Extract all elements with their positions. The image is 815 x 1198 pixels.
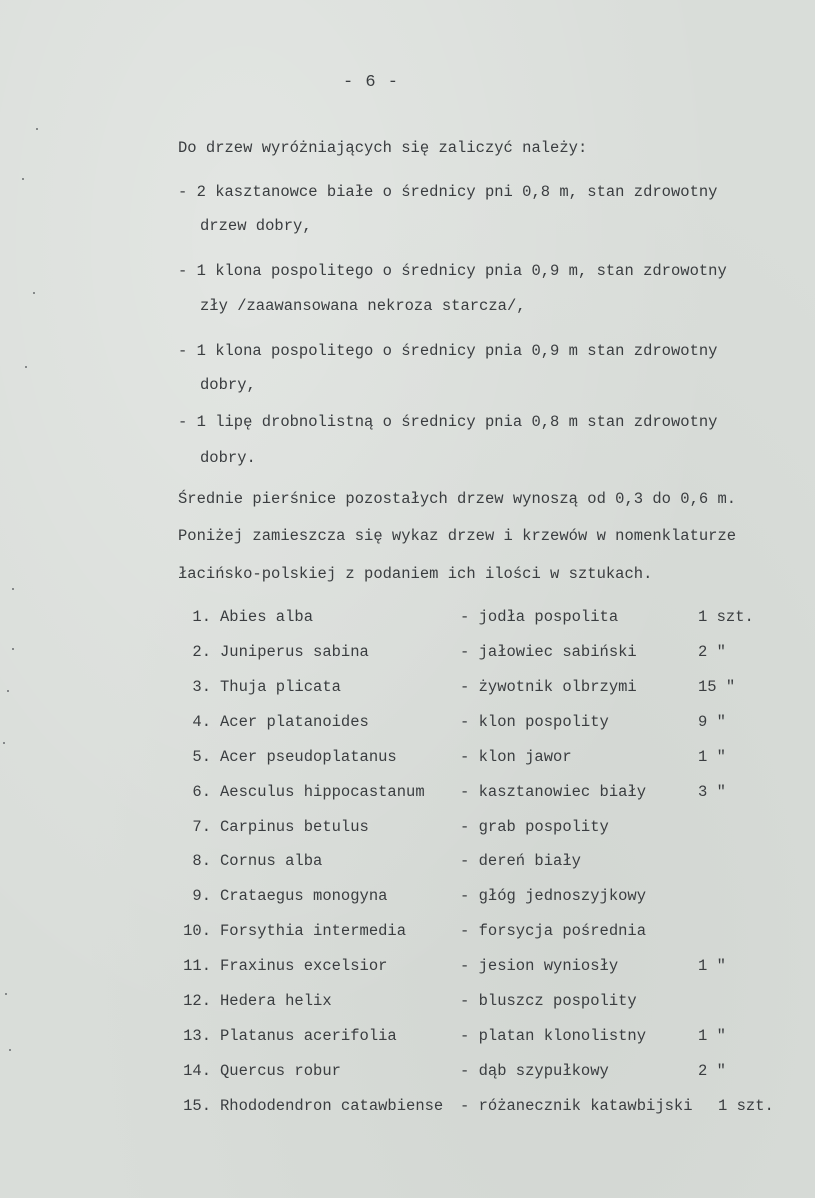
quantity: 1 " — [698, 748, 726, 766]
item-number: 12. — [183, 992, 211, 1010]
latin-name: Crataegus monogyna — [220, 887, 388, 905]
quantity: 1 szt. — [718, 1097, 774, 1115]
list-item — [178, 608, 815, 630]
page-number: - 6 - — [343, 73, 400, 92]
latin-name: Rhododendron catawbiense — [220, 1097, 444, 1115]
latin-name: Fraxinus excelsior — [220, 957, 388, 975]
item-number: 9. — [192, 887, 211, 905]
bullet-continuation: drzew dobry, — [200, 217, 312, 235]
latin-name: Cornus alba — [220, 852, 323, 870]
list-item — [178, 1027, 815, 1049]
scan-speck — [36, 128, 38, 130]
item-number: 8. — [192, 852, 211, 870]
latin-name: Forsythia intermedia — [220, 922, 407, 940]
list-item — [178, 818, 815, 840]
item-number: 4. — [192, 713, 211, 731]
bullet-continuation: dobry, — [200, 376, 256, 394]
list-item — [178, 678, 815, 700]
quantity: 1 " — [698, 1027, 726, 1045]
latin-name: Carpinus betulus — [220, 818, 369, 836]
item-number: 6. — [192, 783, 211, 801]
latin-name: Platanus acerifolia — [220, 1027, 397, 1045]
paragraph-line: łacińsko-polskiej z podaniem ich ilości w sztukach. — [178, 565, 653, 583]
item-number: 15. — [183, 1097, 211, 1115]
intro-heading: Do drzew wyróżniających się zaliczyć należy: — [178, 139, 588, 157]
polish-name: - grab pospolity — [460, 818, 609, 836]
latin-name: Juniperus sabina — [220, 643, 369, 661]
paragraph-line: Poniżej zamieszcza się wykaz drzew i krzewów w nomenklaturze — [178, 527, 737, 545]
polish-name: - jałowiec sabiński — [460, 643, 637, 661]
quantity: 3 " — [698, 783, 726, 801]
bullet-line: - 1 lipę drobnolistną o średnicy pnia 0,8 m stan zdrowotny — [178, 413, 718, 431]
polish-name: - forsycja pośrednia — [460, 922, 647, 940]
quantity: 2 " — [698, 1062, 726, 1080]
latin-name: Aesculus hippocastanum — [220, 783, 425, 801]
item-number: 14. — [183, 1062, 211, 1080]
scan-speck — [3, 742, 5, 744]
latin-name: Acer platanoides — [220, 713, 369, 731]
latin-name: Acer pseudoplatanus — [220, 748, 397, 766]
item-number: 11. — [183, 957, 211, 975]
item-number: 3. — [192, 678, 211, 696]
list-item — [178, 1097, 815, 1119]
quantity: 1 " — [698, 957, 726, 975]
polish-name: - jodła pospolita — [460, 608, 619, 626]
scan-speck — [22, 178, 24, 180]
polish-name: - klon jawor — [460, 748, 572, 766]
scan-speck — [7, 690, 9, 692]
item-number: 1. — [192, 608, 211, 626]
polish-name: - jesion wyniosły — [460, 957, 619, 975]
list-item — [178, 1062, 815, 1084]
list-item — [178, 643, 815, 665]
item-number: 13. — [183, 1027, 211, 1045]
paragraph-line: Średnie pierśnice pozostałych drzew wynoszą od 0,3 do 0,6 m. — [178, 490, 737, 508]
quantity: 15 " — [698, 678, 736, 696]
latin-name: Quercus robur — [220, 1062, 341, 1080]
polish-name: - bluszcz pospolity — [460, 992, 637, 1010]
item-number: 7. — [192, 818, 211, 836]
scan-speck — [9, 1049, 11, 1051]
scan-speck — [25, 366, 27, 368]
item-number: 5. — [192, 748, 211, 766]
scan-speck — [33, 292, 35, 294]
quantity: 2 " — [698, 643, 726, 661]
polish-name: - żywotnik olbrzymi — [460, 678, 637, 696]
latin-name: Thuja plicata — [220, 678, 341, 696]
list-item — [178, 922, 815, 944]
quantity: 1 szt. — [698, 608, 754, 626]
item-number: 10. — [183, 922, 211, 940]
scan-speck — [5, 993, 7, 995]
polish-name: - dąb szypułkowy — [460, 1062, 609, 1080]
latin-name: Hedera helix — [220, 992, 332, 1010]
latin-name: Abies alba — [220, 608, 314, 626]
list-item — [178, 992, 815, 1014]
bullet-line: - 2 kasztanowce białe o średnicy pni 0,8 m, stan zdrowotny — [178, 183, 718, 201]
bullet-continuation: zły /zaawansowana nekroza starcza/, — [200, 297, 526, 315]
list-item — [178, 852, 815, 874]
scan-speck — [12, 648, 14, 650]
polish-name: - głóg jednoszyjkowy — [460, 887, 647, 905]
list-item — [178, 887, 815, 909]
polish-name: - różanecznik katawbijski — [460, 1097, 693, 1115]
quantity: 9 " — [698, 713, 726, 731]
polish-name: - klon pospolity — [460, 713, 609, 731]
list-item — [178, 957, 815, 979]
list-item — [178, 748, 815, 770]
list-item — [178, 783, 815, 805]
bullet-line: - 1 klona pospolitego o średnicy pnia 0,9 m stan zdrowotny — [178, 342, 718, 360]
item-number: 2. — [192, 643, 211, 661]
list-item — [178, 713, 815, 735]
polish-name: - platan klonolistny — [460, 1027, 647, 1045]
polish-name: - dereń biały — [460, 852, 581, 870]
bullet-continuation: dobry. — [200, 449, 256, 467]
polish-name: - kasztanowiec biały — [460, 783, 647, 801]
bullet-line: - 1 klona pospolitego o średnicy pnia 0,9 m, stan zdrowotny — [178, 262, 727, 280]
scan-speck — [12, 588, 14, 590]
